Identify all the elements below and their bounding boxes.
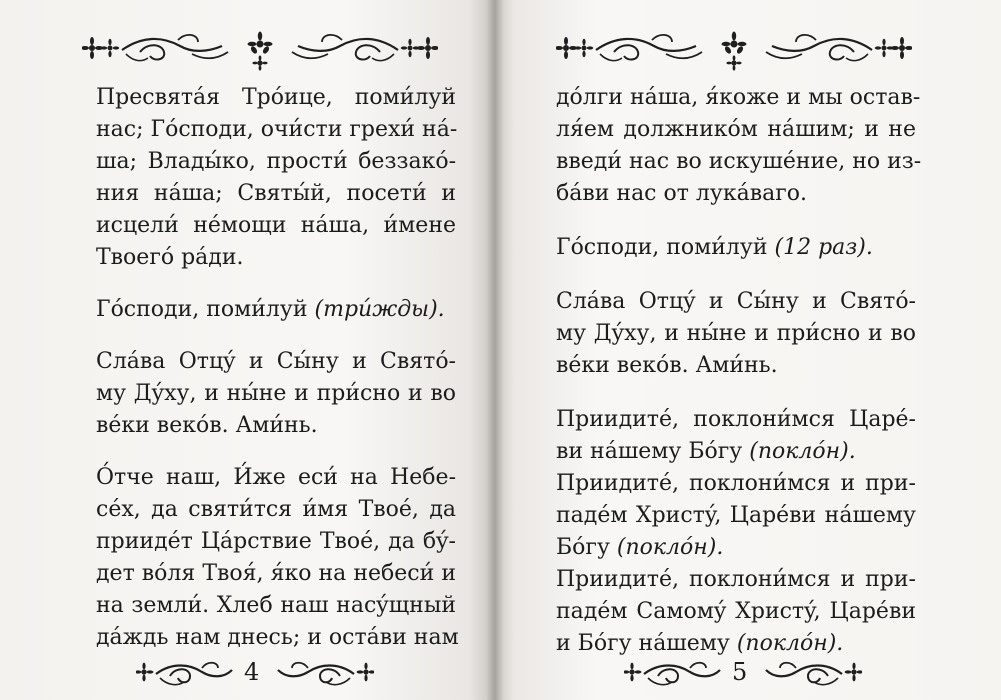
- footer-ornament-left: [136, 656, 234, 690]
- text-line: и Бóгу нáшему (поклóн).: [556, 631, 844, 656]
- text-line: введи́ нас во искушéние, но из-: [556, 149, 922, 174]
- text-line: дóлги нáша, я́коже и мы остав-: [556, 85, 921, 110]
- right-page-text: [556, 82, 922, 660]
- header-ornament: [82, 30, 438, 74]
- text-line: Приидитé, поклони́мся Царé-: [556, 407, 916, 432]
- book-gutter: [486, 0, 504, 700]
- rubric: (три́жды).: [314, 297, 445, 322]
- text-line: О́тче наш, И́же еси́ на Небе-: [96, 465, 456, 490]
- paragraph: [556, 232, 916, 264]
- header-ornament: [556, 30, 912, 74]
- text-line: му Дýху, и ны́не и при́сно и во: [556, 321, 916, 346]
- paragraph: [556, 82, 922, 210]
- text-line: ви нáшему Бóгу (поклóн).: [556, 439, 856, 464]
- text-line: Слáва Отцý и Сы́ну и Святó-: [556, 289, 916, 314]
- text-line: на земли́. Хлеб наш насýщный: [96, 593, 456, 618]
- footer-ornament-right: [276, 656, 374, 690]
- text-line: ния нáша; Святы́й, посети́ и: [96, 181, 456, 206]
- text-line: му Дýху, и ны́не и при́сно и во: [96, 381, 456, 406]
- rubric: (поклóн).: [616, 535, 724, 560]
- text-line: вéки векóв. Ами́нь.: [556, 353, 778, 378]
- text-line: приидéт Цáрствие Твоé, да бý-: [96, 529, 456, 554]
- left-page-text: [96, 82, 459, 654]
- paragraph: [96, 82, 456, 274]
- text-line: Гóсподи, поми́луй (три́жды).: [96, 297, 445, 322]
- text-line: дáждь нам днесь; и остáви нам: [96, 625, 459, 650]
- text-line: ша; Влады́ко, прости́ беззакó-: [96, 149, 456, 174]
- text-line: сéх, да святи́тся и́мя Твоé, да: [96, 497, 456, 522]
- text-line: дет вóля Твоя́, я́ко на небеси́ и: [96, 561, 456, 586]
- page-number: 5: [732, 658, 748, 686]
- page-number: 4: [244, 658, 260, 686]
- paragraph: [96, 346, 456, 442]
- text-line: исцели́ нéмощи нáша, и́мене: [96, 213, 456, 238]
- text-line: Бóгу (поклóн).: [556, 535, 724, 560]
- right-page: [494, 0, 1001, 700]
- text-line: падéм Христý, Царéви нáшему: [556, 503, 916, 528]
- left-page: [0, 0, 494, 700]
- text-line: падéм Самомý Христý, Царéви: [556, 599, 916, 624]
- text-line: нас; Гóсподи, очи́сти грехи́ нá-: [96, 117, 458, 142]
- paragraph: [96, 294, 456, 326]
- footer-ornament-right: [764, 656, 862, 690]
- text-line: Пресвятáя Трóице, поми́луй: [96, 85, 456, 110]
- rubric: (поклóн).: [736, 631, 844, 656]
- text-line: Твоегó рáди.: [96, 245, 244, 270]
- text-line: Приидитé, поклони́мся и при-: [556, 471, 916, 496]
- text-line: Гóсподи, поми́луй (12 раз).: [556, 235, 873, 260]
- paragraph: [556, 468, 916, 564]
- paragraph: [96, 462, 459, 654]
- rubric: (поклóн).: [749, 439, 856, 464]
- paragraph: [556, 286, 916, 382]
- rubric: (12 раз).: [774, 235, 873, 260]
- text-line: бáви нас от лукáваго.: [556, 181, 807, 206]
- footer-ornament-left: [624, 656, 722, 690]
- text-line: Приидитé, поклони́мся и при-: [556, 567, 916, 592]
- paragraph: [556, 564, 916, 660]
- paragraph: [556, 404, 916, 468]
- text-line: ля́ем должникóм нáшим; и не: [556, 117, 916, 142]
- text-line: вéки векóв. Ами́нь.: [96, 413, 318, 438]
- text-line: Слáва Отцý и Сы́ну и Святó-: [96, 349, 456, 374]
